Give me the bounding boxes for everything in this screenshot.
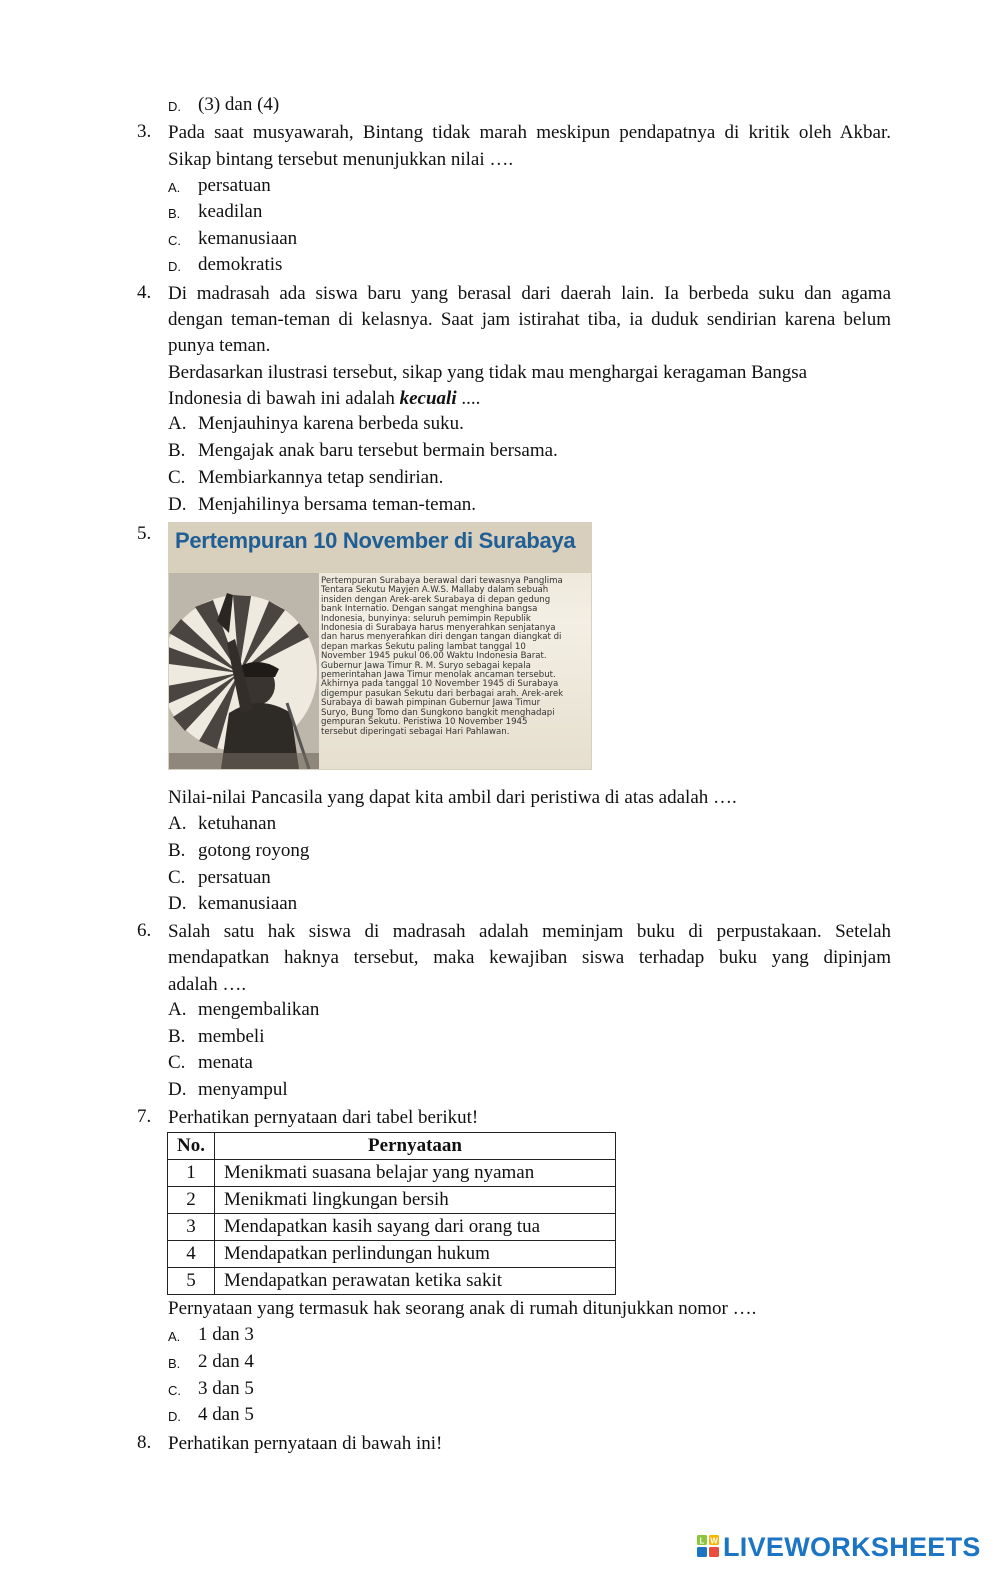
option-letter: C. <box>168 1383 181 1398</box>
question-number: 3. <box>137 121 152 142</box>
option-letter: D. <box>168 99 181 114</box>
option-text: gotong royong <box>198 840 310 861</box>
question-text-line: adalah …. <box>168 974 247 995</box>
question-text-line: Salah satu hak siswa di madrasah adalah meminjam buku di perpustakaan. Setelah <box>168 921 891 942</box>
question-number: 8. <box>137 1432 152 1453</box>
option-text: (3) dan (4) <box>198 94 280 115</box>
question-text-line: Di madrasah ada siswa baru yang berasal dari daerah lain. Ia berbeda suku dan agama <box>168 283 891 304</box>
option-text: 3 dan 5 <box>198 1378 254 1399</box>
table-cell-statement: Mendapatkan perawatan ketika sakit <box>215 1268 616 1295</box>
option-text: Membiarkannya tetap sendirian. <box>198 467 444 488</box>
poster-text-line: dan harus menyerahkan diri dengan tangan diangkat di <box>321 632 562 643</box>
poster-text-line: Pertempuran Surabaya berawal dari tewasnya Panglima <box>321 576 563 586</box>
option-letter: A. <box>168 180 181 195</box>
option-letter: D. <box>168 893 187 914</box>
poster-photo-figure <box>169 573 319 769</box>
option-text: menyampul <box>198 1079 288 1100</box>
poster-text-line: Surabaya di bawah pimpinan Gubernur Jawa Timur <box>321 698 541 709</box>
table-cell-no: 5 <box>168 1268 215 1295</box>
option-text: 2 dan 4 <box>198 1351 254 1372</box>
table-header-pernyataan: Pernyataan <box>215 1133 616 1160</box>
option-letter: B. <box>168 440 186 461</box>
option-letter: A. <box>168 1329 181 1344</box>
table-cell-no: 3 <box>168 1214 215 1241</box>
question-text-line: Nilai-nilai Pancasila yang dapat kita ambil dari peristiwa di atas adalah …. <box>168 787 737 808</box>
poster-title-bar <box>169 523 591 573</box>
table-header-no: No. <box>168 1133 215 1160</box>
option-letter: C. <box>168 233 181 248</box>
liveworksheets-logo-icon <box>697 1535 719 1557</box>
emphasis-kecuali: kecuali <box>399 388 457 409</box>
table-row <box>168 1241 616 1268</box>
option-text: keadilan <box>198 201 263 222</box>
table-row <box>168 1214 616 1241</box>
table-cell-statement: Mendapatkan perlindungan hukum <box>215 1241 616 1268</box>
svg-text:W: W <box>710 1536 718 1546</box>
text-suffix: .... <box>456 388 481 409</box>
poster-text-line: Indonesia, bunyinya: seluruh pemimpin Republik <box>321 613 531 624</box>
option-text: mengembalikan <box>198 999 320 1020</box>
option-letter: D. <box>168 494 187 515</box>
option-letter: A. <box>168 413 187 434</box>
question-text-line: mendapatkan haknya tersebut, maka kewajiban siswa terhadap buku yang dipinjam <box>168 947 891 968</box>
poster-text-line: Indonesia di Surabaya harus menyerahkan senjatanya <box>321 623 556 634</box>
question-text-line: Pernyataan yang termasuk hak seorang anak di rumah ditunjukkan nomor …. <box>168 1298 757 1319</box>
option-text: membeli <box>198 1026 265 1047</box>
poster-text-line: November 1945 pukul 06.00 Waktu Indonesia Barat. <box>321 651 547 662</box>
poster-text-line: depan markas Sekutu paling lambat tanggal 10 <box>321 641 526 652</box>
poster-text-line: pemerintahan Jawa Timur menolak ancaman tersebut. <box>321 670 556 681</box>
question-intro: Perhatikan pernyataan di bawah ini! <box>168 1433 443 1454</box>
history-poster-image <box>168 522 592 770</box>
poster-text-line: Gubernur Jawa Timur R. M. Suryo sebagai kepala <box>321 660 531 671</box>
option-text: Menjahilinya bersama teman-teman. <box>198 494 477 515</box>
svg-text:L: L <box>699 1536 705 1546</box>
question-text-line: dengan teman-teman di kelasnya. Saat jam istirahat tiba, ia duduk sendirian karena belum <box>168 309 891 330</box>
poster-text-line: Akhirnya pada tanggal 10 November 1945 di Surabaya <box>321 679 559 690</box>
option-letter: C. <box>168 867 186 888</box>
table-cell-no: 4 <box>168 1241 215 1268</box>
option-letter: A. <box>168 813 187 834</box>
question-text-line <box>168 387 480 411</box>
option-text: demokratis <box>198 254 283 275</box>
option-text: menata <box>198 1052 253 1073</box>
option-letter: D. <box>168 1079 187 1100</box>
option-letter: B. <box>168 1356 181 1371</box>
option-text: 4 dan 5 <box>198 1404 254 1425</box>
poster-text-line: Tentara Sekutu Mayjen A.W.S. Mallaby dalam sebuah <box>321 585 549 596</box>
option-letter: B. <box>168 1026 186 1047</box>
option-text: Menjauhinya karena berbeda suku. <box>198 413 464 434</box>
table-header-row <box>168 1133 616 1160</box>
poster-text-line: gempuran Sekutu. Peristiwa 10 November 1945 <box>321 717 528 728</box>
table-cell-no: 1 <box>168 1160 215 1187</box>
table-cell-statement: Mendapatkan kasih sayang dari orang tua <box>215 1214 616 1241</box>
option-letter: C. <box>168 1052 186 1073</box>
table-row <box>168 1268 616 1295</box>
option-text: Mengajak anak baru tersebut bermain bersama. <box>198 440 558 461</box>
text-prefix: Indonesia di bawah ini adalah <box>168 388 400 409</box>
option-letter: D. <box>168 259 181 274</box>
option-text: kemanusiaan <box>198 893 298 914</box>
logo-wordmark: LIVEWORKSHEETS <box>723 1532 981 1562</box>
table-cell-statement: Menikmati lingkungan bersih <box>215 1187 616 1214</box>
question-text-line: Pada saat musyawarah, Bintang tidak marah meskipun pendapatnya di kritik oleh Akbar. <box>168 122 891 143</box>
poster-title: Pertempuran 10 November di Surabaya <box>175 528 576 553</box>
question-intro: Perhatikan pernyataan dari tabel berikut! <box>168 1107 479 1128</box>
option-letter: B. <box>168 840 186 861</box>
option-letter: D. <box>168 1409 181 1424</box>
option-text: kemanusiaan <box>198 228 298 249</box>
option-letter: B. <box>168 206 181 221</box>
table-cell-statement: Menikmati suasana belajar yang nyaman <box>215 1160 616 1187</box>
option-text: ketuhanan <box>198 813 277 834</box>
question-text-line: Berdasarkan ilustrasi tersebut, sikap yang tidak mau menghargai keragaman Bangsa <box>168 362 808 383</box>
table-row <box>168 1160 616 1187</box>
question-number: 4. <box>137 282 152 303</box>
poster-text-line: digempur pasukan Sekutu dari berbagai arah. Arek-arek <box>321 688 564 699</box>
option-letter: C. <box>168 467 186 488</box>
question-number: 7. <box>137 1106 152 1127</box>
question-number: 5. <box>137 523 152 544</box>
poster-text-line: tersebut diperingati sebagai Hari Pahlawan. <box>321 726 510 737</box>
option-text: persatuan <box>198 175 271 196</box>
table-cell-no: 2 <box>168 1187 215 1214</box>
option-letter: A. <box>168 999 187 1020</box>
rights-table <box>167 1132 616 1295</box>
poster-text-line: insiden dengan Arek-arek Surabaya di depan gedung <box>321 594 551 605</box>
question-number: 6. <box>137 920 152 941</box>
poster-text-line: bank Internatio. Dengan sangat menghina bangsa <box>321 604 538 615</box>
question-text-line: Sikap bintang tersebut menunjukkan nilai …. <box>168 149 514 170</box>
poster-body-text <box>321 577 586 737</box>
option-text: 1 dan 3 <box>198 1324 254 1345</box>
poster-text-line: Suryo, Bung Tomo dan Sungkono bangkit menghadapi <box>321 707 555 718</box>
question-text-line: punya teman. <box>168 335 271 356</box>
table-row <box>168 1187 616 1214</box>
option-text: persatuan <box>198 867 271 888</box>
